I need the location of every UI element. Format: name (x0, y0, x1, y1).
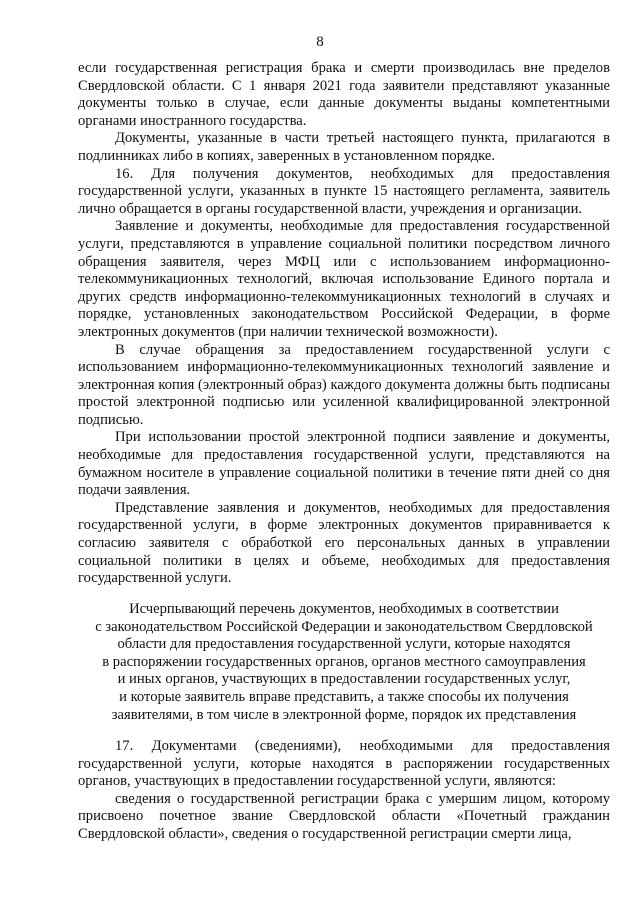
paragraph-item-17: 17. Документами (сведениями), необходимыми для предоставления государственной услуги, которые находятся в распоряжении государственных органов, участвующих в предоставлении государственной услуги, являются: (78, 738, 610, 790)
body-text-section-1 (78, 60, 610, 588)
paragraph-simple-signature: При использовании простой электронной подписи заявление и документы, необходимые для предоставления государственной услуги, представляются на бумажном носителе в управление социальной политики в течение пяти дней со дня подачи заявления. (78, 429, 610, 499)
heading-line: с законодательством Российской Федерации и законодательством Свердловской (95, 618, 593, 635)
page-number: 8 (316, 34, 324, 50)
heading-line: в распоряжении государственных органов, органов местного самоуправления (102, 653, 586, 670)
paragraph-documents-originals: Документы, указанные в части третьей настоящего пункта, прилагаются в подлинниках либо в копиях, заверенных в установленном порядке. (78, 130, 610, 164)
heading-line: и которые заявитель вправе представить, а также способы их получения (119, 688, 569, 705)
heading-line: заявителями, в том числе в электронной форме, порядок их представления (111, 706, 577, 723)
paragraph-item-16: 16. Для получения документов, необходимых для предоставления государственной услуги, указанных в пункте 15 настоящего регламента, заявитель лично обращается в органы государственной власти, учреждения и организации. (78, 165, 610, 217)
paragraph-marriage-registration: сведения о государственной регистрации брака с умершим лицом, которому присвоено почетное звание Свердловской области «Почетный гражданин Свердловской области», сведения о государственной регистрации смерти лица, (78, 790, 610, 842)
paragraph-continuation: если государственная регистрация брака и смерти производилась вне пределов Свердловской области. С 1 января 2021 года заявители представляют указанные документы только в случае, если данные документы выданы компетентными органами иностранного государства. (78, 60, 610, 129)
heading-line: и иных органов, участвующих в предоставлении государственных услуг, (117, 671, 571, 688)
heading-line: Исчерпывающий перечень документов, необходимых в соответствии (129, 601, 559, 617)
paragraph-electronic-signature: В случае обращения за предоставлением государственной услуги с использованием информационно-телекоммуникационных технологий заявление и электронная копия (электронный образ) каждого документа должны быть подписаны простой электронной подписью или усиленной квалифицированной электронной подписью. (78, 341, 610, 428)
paragraph-submission-methods: Заявление и документы, необходимые для предоставления государственной услуги, представляются в управление социальной политики посредством личного обращения заявителя, через МФЦ или с использованием информационно-телекоммуникационных технологий, включая использование Единого портала и других средств информационно-телекоммуникационных технологий в случаях и порядке, установленных законодательством Российской Федерации, в форме электронных документов (при наличии технической возможности). (78, 218, 610, 340)
section-heading (78, 601, 610, 724)
paragraph-personal-data-consent: Представление заявления и документов, необходимых для предоставления государственной услуги, в форме электронных документов приравнивается к согласию заявителя с обработкой его персональных данных в управлении социальной политики в целях и объеме, необходимых для предоставления государственной услуги. (78, 499, 610, 587)
body-text-section-2 (78, 738, 610, 844)
heading-line: области для предоставления государственной услуги, которые находятся (117, 636, 571, 653)
